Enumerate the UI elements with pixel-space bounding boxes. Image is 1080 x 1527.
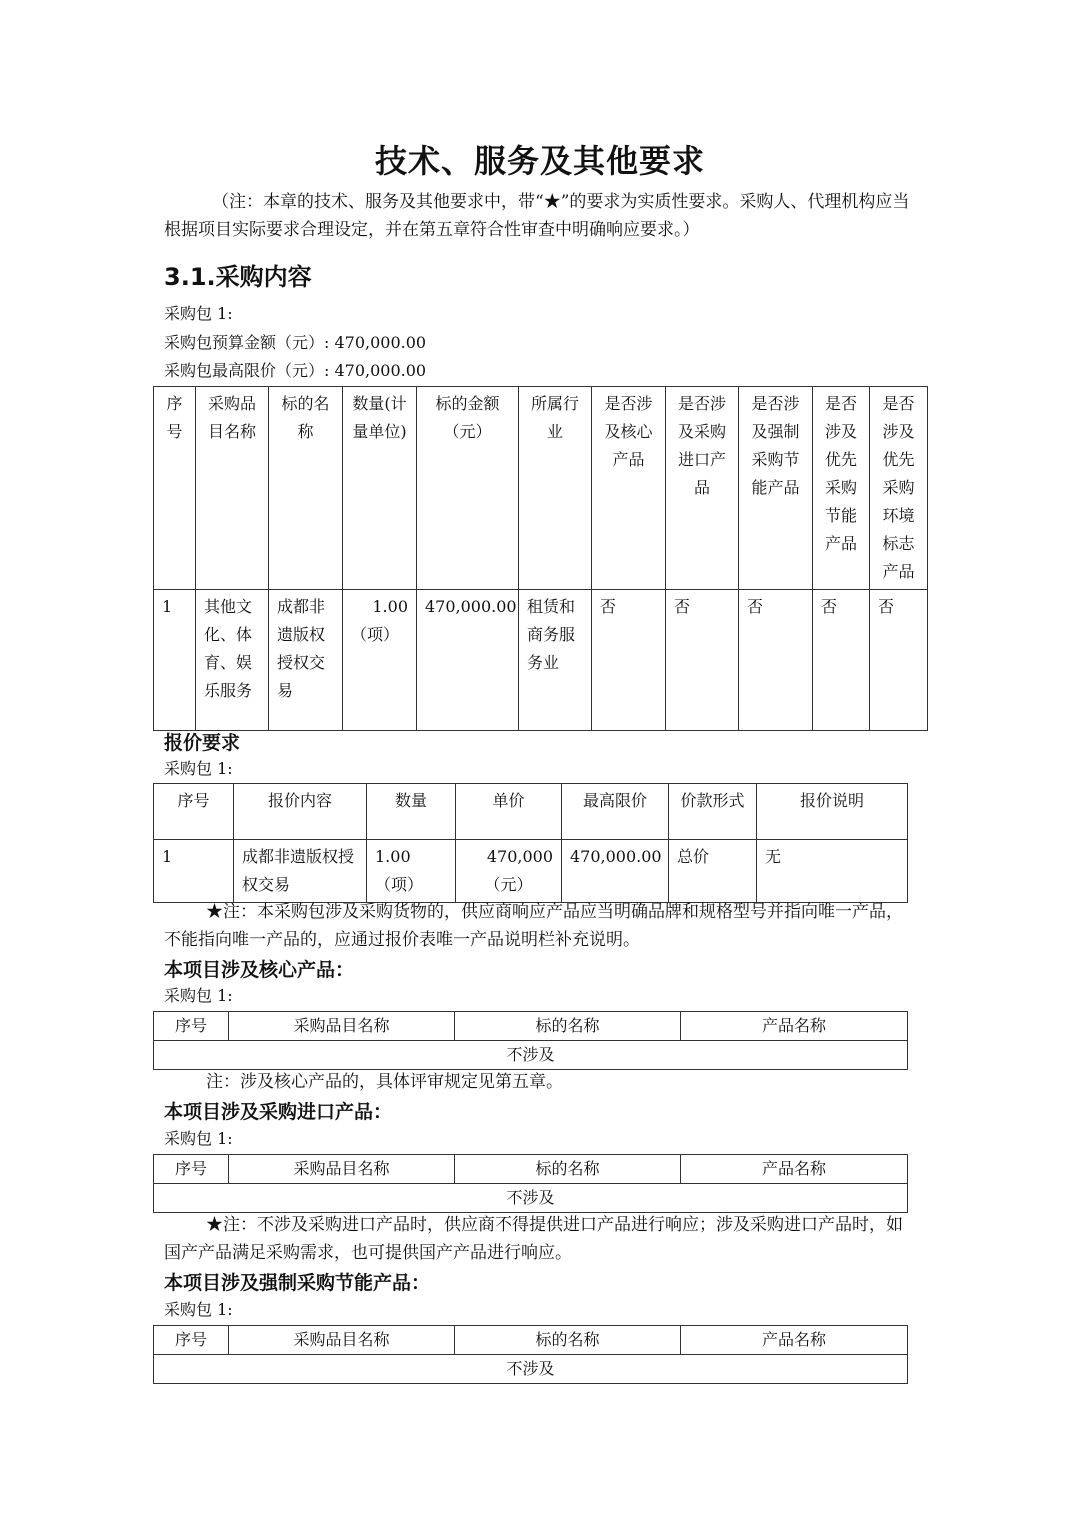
table-row (154, 1041, 908, 1070)
table-row (154, 1355, 908, 1384)
unit-price-unit: （元） (484, 875, 533, 894)
cell-env-label: 否 (870, 590, 928, 731)
header-cell: 标的名称 (455, 1012, 681, 1041)
table-row (154, 1184, 908, 1213)
header-cell: 报价说明 (757, 784, 908, 840)
cell-desc: 无 (757, 840, 908, 903)
header-cell: 产品名称 (681, 1155, 908, 1184)
energy-table (153, 1325, 908, 1384)
header-cell: 标的名称 (455, 1155, 681, 1184)
header-cell: 是否涉及采购进口产品 (666, 387, 739, 590)
header-cell: 采购品目名称 (196, 387, 269, 590)
cell-quantity: 1.00（项） (367, 840, 456, 903)
quantity-value: 1.00 (372, 597, 408, 616)
header-cell: 价款形式 (669, 784, 757, 840)
core-note: 注：涉及核心产品的，具体评审规定见第五章。 (206, 1072, 563, 1092)
cell-content: 成都非遗版权授权交易 (234, 840, 367, 903)
header-cell: 最高限价 (562, 784, 669, 840)
header-cell: 是否涉及核心产品 (592, 387, 666, 590)
header-cell: 报价内容 (234, 784, 367, 840)
cell-amount: 470,000.00 (417, 590, 519, 731)
cell-no: 1 (154, 590, 196, 731)
budget-label: 采购包预算金额（元）: 470,000.00 (164, 333, 427, 352)
cell-max-price: 470,000.00 (562, 840, 669, 903)
content-table-header-row (154, 387, 928, 590)
header-cell: 序号 (154, 1155, 229, 1184)
header-cell: 是否涉及强制采购节能产品 (739, 387, 813, 590)
cell-item-name: 成都非遗版权授权交易 (269, 590, 343, 731)
cell-import: 否 (666, 590, 739, 731)
cell-category: 其他文化、体育、娱乐服务 (196, 590, 269, 731)
quote-table (153, 783, 908, 903)
energy-heading: 本项目涉及强制采购节能产品： (164, 1272, 431, 1294)
header-cell: 所属行业 (519, 387, 592, 590)
quote-table-header-row (154, 784, 908, 840)
section-heading: 3.1.采购内容 (164, 263, 312, 291)
header-cell: 标的名称 (455, 1326, 681, 1355)
energy-package-label: 采购包 1: (164, 1300, 233, 1319)
import-value: 不涉及 (154, 1184, 908, 1213)
cell-energy-priority: 否 (813, 590, 870, 731)
cell-form: 总价 (669, 840, 757, 903)
package-label: 采购包 1: (164, 304, 233, 323)
unit-price-value: 470,000 (486, 847, 553, 866)
header-cell: 序号 (154, 784, 234, 840)
import-heading: 本项目涉及采购进口产品： (164, 1101, 393, 1123)
quote-package-label: 采购包 1: (164, 759, 233, 778)
header-cell: 产品名称 (681, 1012, 908, 1041)
header-cell: 是否涉及优先采购环境标志产品 (870, 387, 928, 590)
page-title: 技术、服务及其他要求 (374, 142, 705, 180)
energy-table-header-row (154, 1326, 908, 1355)
core-package-label: 采购包 1: (164, 986, 233, 1005)
cell-quantity (343, 590, 417, 731)
header-cell: 采购品目名称 (229, 1155, 455, 1184)
import-table (153, 1154, 908, 1213)
energy-value: 不涉及 (154, 1355, 908, 1384)
header-cell: 标的金额（元） (417, 387, 519, 590)
header-cell: 产品名称 (681, 1326, 908, 1355)
header-cell: 序号 (154, 1326, 229, 1355)
quantity-unit: （项） (351, 625, 400, 644)
max-price-label: 采购包最高限价（元）: 470,000.00 (164, 361, 427, 380)
intro-note: （注：本章的技术、服务及其他要求中，带“★”的要求为实质性要求。采购人、代理机构应当根据项目实际要求合理设定，并在第五章符合性审查中明确响应要求。） (164, 192, 910, 240)
cell-core: 否 (592, 590, 666, 731)
header-cell: 采购品目名称 (229, 1012, 455, 1041)
core-heading: 本项目涉及核心产品： (164, 959, 355, 981)
quote-note: ★注：本采购包涉及采购货物的，供应商响应产品应当明确品牌和规格型号并指向唯一产品，不能指向唯一产品的，应通过报价表唯一产品说明栏补充说明。 (164, 902, 903, 950)
import-package-label: 采购包 1: (164, 1129, 233, 1148)
header-cell: 单价 (456, 784, 562, 840)
content-table (153, 386, 928, 731)
core-table-header-row (154, 1012, 908, 1041)
cell-no: 1 (154, 840, 234, 903)
header-cell: 数量 (367, 784, 456, 840)
cell-unit-price (456, 840, 562, 903)
header-cell: 是否涉及优先采购节能产品 (813, 387, 870, 590)
table-row (154, 840, 908, 903)
import-note: ★注：不涉及采购进口产品时，供应商不得提供进口产品进行响应；涉及采购进口产品时，如国产产品满足采购需求，也可提供国产产品进行响应。 (164, 1215, 903, 1263)
header-cell: 数量(计量单位) (343, 387, 417, 590)
header-cell: 序号 (154, 1012, 229, 1041)
header-cell: 采购品目名称 (229, 1326, 455, 1355)
header-cell: 序号 (154, 387, 196, 590)
import-table-header-row (154, 1155, 908, 1184)
core-value: 不涉及 (154, 1041, 908, 1070)
table-row (154, 590, 928, 731)
header-cell: 标的名称 (269, 387, 343, 590)
cell-industry: 租赁和商务服务业 (519, 590, 592, 731)
cell-energy-mandatory: 否 (739, 590, 813, 731)
quote-heading: 报价要求 (164, 732, 241, 754)
core-table (153, 1011, 908, 1070)
